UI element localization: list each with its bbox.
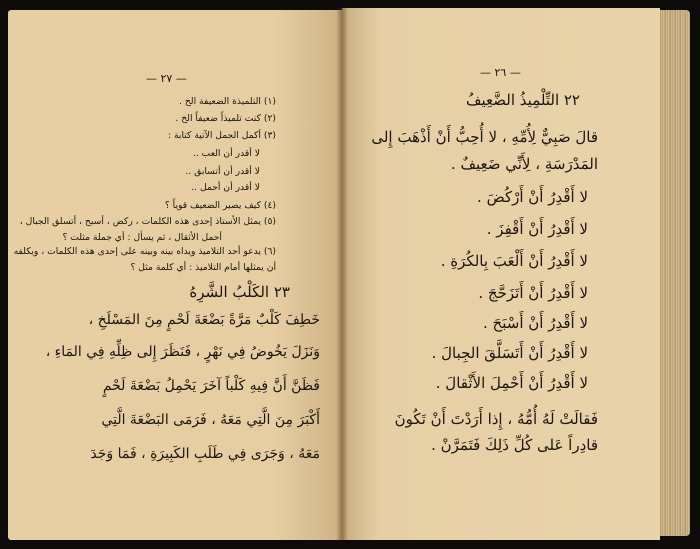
exercise-line: (٣) أكمل الجمل الآتية كتابة :	[167, 130, 276, 141]
book-gutter	[336, 8, 348, 540]
page-edges	[657, 10, 690, 536]
exercise-line: أحمل الأثقال ، ثم يسأل : أي جملة مثلت ؟	[62, 232, 222, 243]
left-lesson-title: ٢٣ الكَلْبُ الشَّرِهُ	[189, 283, 290, 301]
right-page	[342, 8, 660, 540]
story-line: فَظَنَّ أَنَّ فِيهِ كَلْباً آخَرَ يَحْمِلُ بَضْعَةَ لَحْمٍ	[102, 378, 320, 394]
intro-line: المَدْرَسَةِ ، لِأَنِّي ضَعِيفٌ .	[450, 155, 598, 173]
completion-line: لا أقدر أن أحمل ..	[191, 182, 260, 193]
cannot-line: لا أَقْدِرُ أَنْ أَلْعَبَ بِالكُرَةِ .	[440, 252, 588, 270]
cannot-line: لا أَقْدِرُ أَنْ أَقْفِزَ .	[486, 220, 588, 238]
story-line: مَعَهُ ، وَجَرَى فِي طَلَبِ الكَبِيرَةِ ، فَمَا وَجَدَ	[90, 446, 320, 462]
exercise-line: أن يمثلها أمام التلاميذ : أي كلمة مثل ؟	[130, 262, 276, 273]
exercise-line: (٢) كنت تلميذاً ضعيفاً الخ .	[175, 113, 276, 124]
story-line: خَطِفَ كَلْبٌ مَرَّةً بَضْعَةَ لَحْمٍ مِنَ المَسْلَخِ ،	[88, 312, 320, 328]
exercise-line: (٤) كيف يصير الضعيف قوياً ؟	[164, 200, 276, 211]
right-page-number: — ٢٦ —	[480, 66, 521, 79]
intro-line: قالَ صَبِيٌّ لِأُمِّهِ ، لا أُحِبُّ أَنْ أَذْهَبَ إِلى	[371, 128, 598, 146]
cannot-line: لا أَقْدِرُ أَنْ أَتَسَلَّقَ الجِبالَ .	[431, 344, 588, 362]
cannot-line: لا أَقْدِرُ أَنْ أَرْكُضَ .	[477, 188, 588, 206]
left-page-number: — ٢٧ —	[146, 72, 187, 85]
story-line: وَنَزَلَ يَخُوضُ فِي نَهْرٍ ، فَنَظَرَ إِلى ظِلِّهِ فِي المَاءِ ،	[45, 344, 320, 360]
cannot-line: لا أَقْدِرُ أَنْ أَتَزَحَّجَ .	[478, 284, 588, 302]
cannot-line: لا أَقْدِرُ أَنْ أَحْمِلَ الأَثْقالَ .	[435, 374, 588, 392]
completion-line: لا أقدر أن العب ..	[192, 148, 260, 159]
closing-line: فَقالَتْ لَهُ أُمُّهُ ، إِذا أَرَدْتَ أَنْ تَكُونَ	[394, 410, 598, 428]
cannot-line: لا أَقْدِرُ أَنْ أَسْبَحَ .	[483, 314, 588, 332]
exercise-line: (٦) يدعو أحد التلاميذ ويداه بينه وبينه على إحدى هذه الكلمات ، ويكلفه	[13, 246, 276, 257]
completion-line: لا أقدر أن أتسابق ..	[185, 166, 260, 177]
right-lesson-title: ٢٢ التِّلْمِيذُ الضَّعِيفُ	[466, 91, 580, 109]
closing-line: قادِراً عَلى كُلِّ ذَلِكَ فَتَمَرَّنْ .	[431, 436, 598, 454]
story-line: أَكْبَرَ مِنَ الَّتِي مَعَهُ ، فَرَمَى البَضْعَةَ الَّتِي	[101, 412, 320, 428]
exercise-line: (٥) يمثل الأستاذ إحدى هذه الكلمات ، ركض ، أسبح ، أتسلق الجبال ،	[19, 216, 276, 227]
exercise-line: (١) التلميذة الضعيفة الخ .	[179, 96, 276, 107]
